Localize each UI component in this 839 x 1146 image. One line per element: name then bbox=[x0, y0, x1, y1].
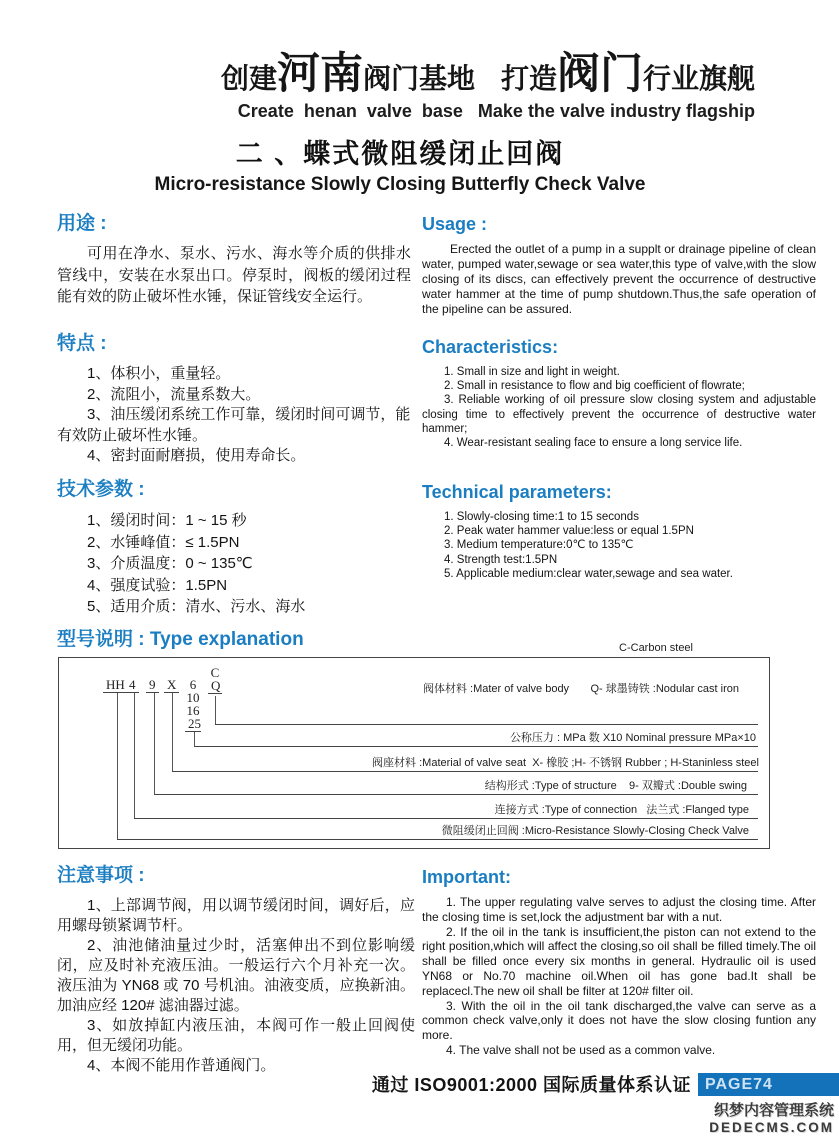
code-q: Q bbox=[208, 679, 222, 694]
heading-tech-en: Technical parameters: bbox=[422, 482, 612, 502]
heading-features-zh: 特点 : bbox=[57, 333, 107, 354]
page-title-zh: 二 、蝶式微阻缓闭止回阀 bbox=[235, 139, 565, 169]
label-valve-body bbox=[423, 615, 739, 723]
slogan-part-large: 阀门 bbox=[556, 50, 643, 98]
heading-usage-zh: 用途 : bbox=[57, 213, 107, 234]
important-item-en: 4. The valve shall not be used as a common valve. bbox=[446, 1042, 716, 1057]
slogan-part: 打造 bbox=[500, 63, 557, 94]
header-slogan-block bbox=[221, 52, 755, 121]
section-characteristics-en bbox=[422, 336, 816, 450]
heading-tech-zh: 技术参数 : bbox=[57, 479, 145, 500]
feature-item-zh: 4、密封面耐磨损，使用寿命长。 bbox=[87, 447, 306, 464]
rule-valve-name bbox=[117, 839, 758, 840]
feature-item-zh: 2、流阻小，流量系数大。 bbox=[87, 385, 261, 403]
label-valve-body-line1: C-Carbon steel bbox=[619, 642, 693, 654]
characteristic-item-en: 2. Small in resistance to flow and big coefficient of flowrate; bbox=[444, 380, 745, 393]
tech-item-zh: 1、缓闭时间：1 ~ 15 秒 bbox=[87, 512, 247, 529]
heading-usage-en: Usage : bbox=[422, 214, 488, 234]
tech-item-en: 1. Slowly-closing time:1 to 15 seconds bbox=[444, 511, 639, 523]
important-item-en: 3. With the oil in the oil tank discharged,the valve can serve as a common check valve,only it does not have the slow closing funtion any more. bbox=[422, 998, 816, 1043]
label-valve-name: 微阻缓闭止回阀 :Micro-Resistance Slowly-Closing Check Valve bbox=[441, 824, 749, 837]
section-tech-en bbox=[422, 481, 816, 581]
heading-important-en: Important: bbox=[422, 867, 511, 887]
slogan-part: 创建 bbox=[220, 63, 277, 94]
watermark bbox=[709, 1102, 834, 1136]
label-connection: 连接方式 :Type of connection 法兰式 :Flanged type bbox=[494, 803, 749, 816]
characteristic-item-en: 1. Small in size and light in weight. bbox=[444, 366, 620, 378]
code-p16: 16 bbox=[186, 703, 200, 718]
section-usage-zh bbox=[57, 212, 411, 308]
code-c: C bbox=[210, 665, 220, 680]
tech-item-zh: 5、适用介质：清水、污水、海水 bbox=[87, 598, 306, 615]
slogan-zh bbox=[221, 52, 755, 101]
section-features-zh bbox=[57, 332, 411, 467]
section-tech-zh bbox=[57, 478, 411, 618]
section-notes-zh bbox=[57, 864, 415, 1076]
rule-structure bbox=[154, 794, 758, 795]
characteristic-item-en: 4. Wear-resistant sealing face to ensure a long service life. bbox=[444, 437, 743, 450]
footer bbox=[372, 1071, 839, 1097]
watermark-cms-name: 织梦内容管理系统 bbox=[713, 1102, 834, 1119]
code-x: X bbox=[164, 678, 179, 693]
page-title-en: Micro-resistance Slowly Closing Butterfly Check Valve bbox=[154, 174, 646, 195]
slogan-part: 阀门基地 bbox=[362, 63, 475, 94]
rule-pressure bbox=[194, 746, 758, 747]
feature-item-zh: 3、油压缓闭系统工作可靠，缓闭时间可调节，能有效防止破坏性水锤。 bbox=[57, 406, 411, 444]
note-item-zh: 1、上部调节阀，用以调节缓闭时间，调好后，应用螺母锁紧调节杆。 bbox=[57, 897, 415, 934]
label-seat: 阀座材料 :Material of valve seat X- 橡胶 ;H- 不锈钢 Rubber ; H-Staninless steel bbox=[372, 756, 759, 769]
code-p6: 6 bbox=[189, 677, 197, 692]
code-4: 4 bbox=[126, 678, 139, 693]
branch-line-x bbox=[172, 693, 173, 771]
usage-body-zh: 可用在净水、泵水、污水、海水等介质的供排水管线中，安装在水泵出口。停泵时，阀板的缓闭过程能有效的防止破坏性水锤，保证管线安全运行。 bbox=[57, 245, 411, 305]
branch-line-25 bbox=[194, 732, 195, 746]
note-item-zh: 4、本阀不能用作普通阀门。 bbox=[87, 1057, 276, 1074]
section-usage-en bbox=[422, 213, 816, 317]
type-explanation-diagram bbox=[58, 642, 770, 849]
rule-valve-body bbox=[215, 724, 758, 725]
branch-line-4 bbox=[134, 693, 135, 818]
code-p10: 10 bbox=[186, 690, 200, 705]
tech-item-zh: 3、介质温度：0 ~ 135℃ bbox=[87, 555, 253, 572]
feature-item-zh: 1、体积小，重量轻。 bbox=[87, 365, 231, 382]
rule-connection bbox=[134, 818, 758, 819]
section-important-en bbox=[422, 866, 816, 1058]
important-item-en: 1. The upper regulating valve serves to adjust the closing time. After the closing time is set,lock the adjustment bar with a nut. bbox=[422, 895, 816, 924]
tech-item-en: 2. Peak water hammer value:less or equal 1.5PN bbox=[444, 525, 694, 538]
page-number-badge: PAGE74 bbox=[698, 1073, 839, 1096]
page-title bbox=[0, 138, 800, 197]
watermark-cms-domain: DEDECMS.COM bbox=[709, 1120, 834, 1135]
tech-item-en: 4. Strength test:1.5PN bbox=[444, 553, 558, 566]
note-item-zh: 2、油池储油量过少时，活塞伸出不到位影响缓闭，应及时补充液压油。一般运行六个月补充一次。液压油为 YN68 或 70 号机油。油液变质，应换新油。加油应经 120# 滤油器过滤。 bbox=[57, 937, 415, 1014]
branch-line-q bbox=[215, 696, 216, 724]
branch-line-hh bbox=[117, 693, 118, 839]
code-hh: HH bbox=[103, 678, 128, 693]
label-pressure: 公称压力 : MPa 数 X10 Nominal pressure MPa×10 bbox=[509, 731, 756, 744]
heading-notes-zh: 注意事项 : bbox=[57, 865, 145, 886]
branch-line-9 bbox=[154, 693, 155, 794]
code-9: 9 bbox=[146, 678, 159, 693]
usage-body-en: Erected the outlet of a pump in a supplt or drainage pipeline of clean water, pumped water,sewage or sea water,this type of valve,with the slow closing of its discs, can effectively prevent the occurrence of destructive water hammer at the time of pump shutdown.Thus,the safe operation of the pipeline can be assured. bbox=[422, 242, 816, 316]
characteristic-item-en: 3. Reliable working of oil pressure slow closing system and adjustable closing time to effectively prevent the occurrence of destructive water hammer; bbox=[422, 394, 816, 435]
slogan-part: 行业旗舰 bbox=[642, 63, 755, 94]
iso-cert-text: 通过 ISO9001:2000 国际质量体系认证 bbox=[371, 1075, 691, 1095]
note-item-zh: 3、如放掉缸内液压油，本阀可作一般止回阀使用，但无缓闭功能。 bbox=[57, 1017, 415, 1054]
important-item-en: 2. If the oil in the tank is insufficient,the piston can not extend to the right position,which will affect the closing,so oil shall be filled timely.The oil shall be filled once every six months in general. Hydraulic oil is used YN68 or No.70 machine oil.When oil has gone bad.It shall be replacecl.The new oil shall be filter at 120# filter oil. bbox=[422, 924, 816, 998]
slogan-en: Create henan valve base Make the valve industry flagship bbox=[237, 101, 755, 121]
heading-characteristics-en: Characteristics: bbox=[422, 337, 559, 357]
tech-item-en: 3. Medium temperature:0℃ to 135℃ bbox=[444, 539, 634, 552]
slogan-part-large: 河南 bbox=[276, 50, 363, 98]
tech-item-zh: 2、水锤峰值：≤ 1.5PN bbox=[87, 533, 240, 551]
label-valve-body-line2: 阀体材料 :Mater of valve body Q- 球墨铸铁 :Nodular cast iron bbox=[422, 682, 739, 695]
code-p25: 25 bbox=[185, 717, 201, 732]
heading-type-explanation: 型号说明 : Type explanation bbox=[57, 629, 304, 650]
tech-item-en: 5. Applicable medium:clear water,sewage and sea water. bbox=[444, 567, 733, 580]
tech-item-zh: 4、强度试验：1.5PN bbox=[87, 576, 228, 594]
rule-seat bbox=[172, 771, 758, 772]
label-structure: 结构形式 :Type of structure 9- 双瓣式 :Double swing bbox=[484, 779, 747, 792]
